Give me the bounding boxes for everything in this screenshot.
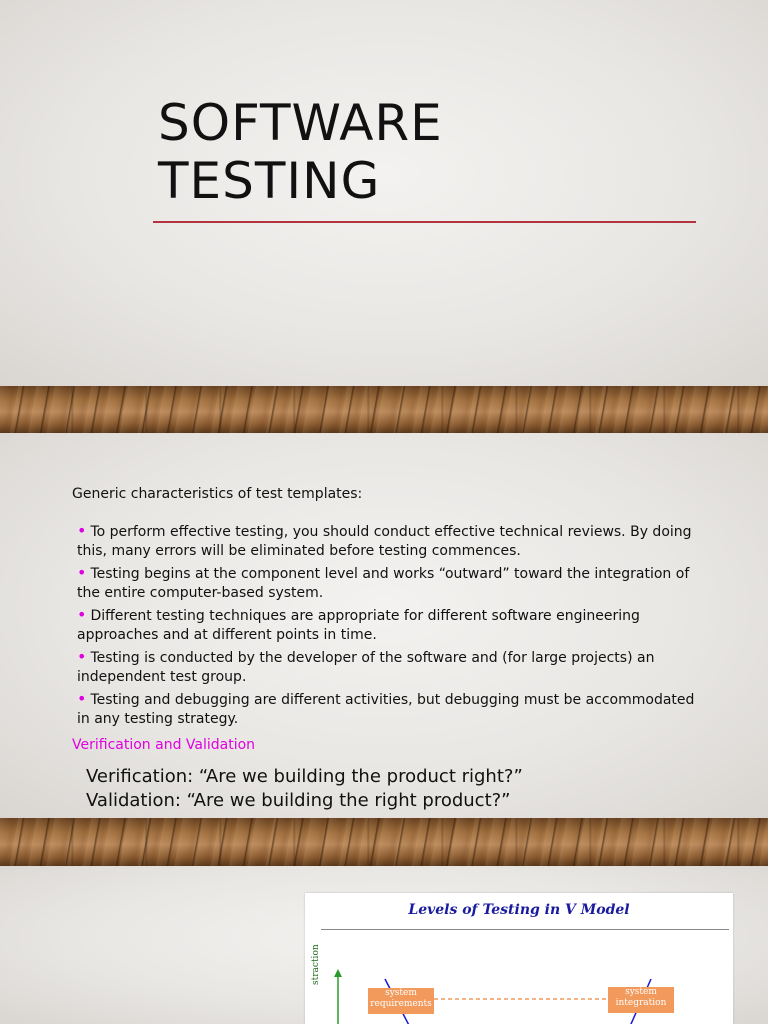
wood-floor-divider — [0, 818, 768, 866]
wood-floor-divider — [0, 386, 768, 433]
title-slide — [0, 0, 768, 386]
box-label-line: integration — [615, 998, 667, 1008]
axis-label: straction — [311, 944, 321, 985]
bullet-dot-icon: • — [77, 647, 87, 666]
title-underline — [153, 221, 696, 223]
box-label-line: system — [385, 988, 417, 998]
slide-title-line-1: SOFTWARE — [158, 94, 443, 152]
box-label-line: system — [625, 987, 657, 997]
verification-line: Verification: “Are we building the product right?” — [86, 766, 523, 787]
bullet-dot-icon: • — [77, 563, 87, 582]
bullet-text: To perform effective testing, you should conduct effective technical reviews. By doing this, many errors will be eliminated before testing commences. — [77, 524, 692, 559]
axis-arrow-icon — [334, 969, 342, 977]
bullet-text: Testing begins at the component level and works “outward” toward the integration of the entire computer-based system. — [77, 566, 690, 601]
diagram-title: Levels of Testing in V Model — [408, 902, 630, 918]
slide-title-line-2: TESTING — [158, 152, 381, 210]
v-model-diagram — [305, 893, 733, 1024]
box-label-line: requirements — [370, 999, 432, 1009]
system-requirements-box — [368, 988, 434, 1014]
bullet-item — [77, 647, 697, 687]
v-model-slide — [0, 866, 768, 1024]
intro-text: Generic characteristics of test templates: — [72, 486, 363, 502]
bullet-list — [77, 521, 697, 731]
slide-title — [158, 94, 443, 210]
vv-definitions — [86, 765, 523, 813]
system-integration-box — [608, 987, 674, 1013]
validation-line: Validation: “Are we building the right product?” — [86, 790, 511, 811]
bullet-item — [77, 689, 697, 729]
bullet-text: Different testing techniques are appropriate for different software engineering approaches and at different points in time. — [77, 608, 640, 643]
bullet-dot-icon: • — [77, 605, 87, 624]
bullet-text: Testing is conducted by the developer of the software and (for large projects) an independent test group. — [77, 650, 655, 685]
characteristics-slide — [0, 433, 768, 818]
bullet-item — [77, 605, 697, 645]
bullet-item — [77, 563, 697, 603]
bullet-dot-icon: • — [77, 521, 87, 540]
bullet-item — [77, 521, 697, 561]
bullet-text: Testing and debugging are different activities, but debugging must be accommodated in any testing strategy. — [77, 692, 695, 727]
bullet-dot-icon: • — [77, 689, 87, 708]
vv-heading: Verification and Validation — [72, 737, 256, 753]
